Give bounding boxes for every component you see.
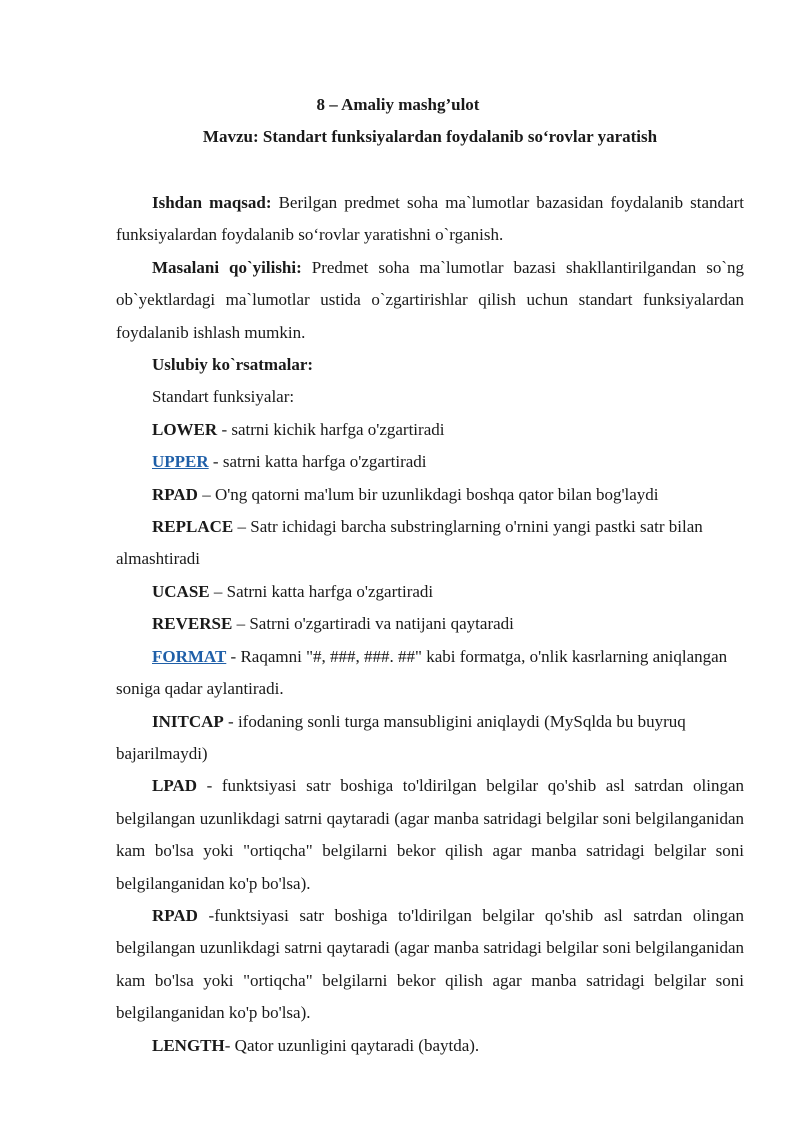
function-desc: - Qator uzunligini qaytaradi (baytda).: [224, 1035, 480, 1055]
function-desc: – O'ng qatorni ma'lum bir uzunlikdagi boshqa qator bilan bog'laydi: [197, 484, 659, 504]
function-replace: [116, 511, 744, 576]
aim-label: Ishdan maqsad:: [152, 193, 272, 212]
function-desc: - funktsiyasi satr boshiga to'ldirilgan belgilar qo'shib asl satrdan olingan belgilangan uzunlikdagi satrni qaytaradi (agar manba satridagi belgilar soni belgilanganidan kam bo'lsa yoki "ortiqcha" belgilarni bekor qilish agar manba satridagi belgilar soni belgilanganidan ko'p bo'lsa).: [116, 776, 744, 893]
task-paragraph: [116, 252, 744, 349]
function-desc: – Satrni o'zgartiradi va natijani qaytaradi: [232, 614, 514, 634]
function-rpad: [116, 479, 744, 511]
function-ucase: [116, 576, 744, 608]
function-initcap: [116, 706, 744, 771]
task-label: Masalani qo`yilishi:: [152, 257, 302, 277]
function-link-upper[interactable]: UPPER: [152, 452, 209, 472]
function-desc: – Satr ichidagi barcha substringlarning o'rnini yangi pastki satr bilan almashtiradi: [116, 517, 703, 569]
function-name: REPLACE: [152, 517, 234, 537]
function-name: UCASE: [152, 581, 210, 601]
function-desc: - satrni katta harfga o'zgartiradi: [208, 452, 427, 472]
function-length: [116, 1030, 744, 1062]
function-name: LENGTH: [152, 1035, 225, 1055]
aim-paragraph: [116, 187, 744, 252]
function-name: REVERSE: [152, 614, 233, 634]
guidelines-heading: Uslubiy ko`rsatmalar:: [152, 355, 314, 375]
function-desc: - satrni kichik harfga o'zgartiradi: [217, 419, 445, 439]
function-upper: [116, 446, 744, 478]
function-reverse: [116, 608, 744, 640]
function-lower: [116, 414, 744, 446]
aim-text: Berilgan predmet soha ma`lumotlar bazasidan foydalanib standart funksiyalardan foydalanib so‘rovlar yaratishni o`rganish.: [116, 193, 744, 245]
function-name: LPAD: [152, 776, 198, 796]
function-lpad: [116, 770, 744, 900]
functions-intro: Standart funksiyalar:: [152, 387, 295, 407]
function-name: INITCAP: [152, 711, 224, 731]
function-link-format[interactable]: FORMAT: [152, 646, 227, 666]
topic-heading: Mavzu: Standart funksiyalardan foydalanib so‘rovlar yaratish: [202, 127, 658, 146]
page-title: 8 – Amaliy mashg’ulot: [316, 95, 480, 114]
function-desc: -funktsiyasi satr boshiga to'ldirilgan belgilar qo'shib asl satrdan olingan belgilangan uzunlikdagi satrni qaytaradi (agar manba satridagi belgilar soni belgilanganidan kam bo'lsa yoki "ortiqcha" belgilarni bekor qilish agar manba satridagi belgilar soni belgilanganidan ko'p bo'lsa).: [116, 905, 744, 1023]
function-format: [116, 641, 744, 706]
function-desc: - ifodaning sonli turga mansubligini aniqlaydi (MySqlda bu buyruq bajarilmaydi): [116, 711, 686, 763]
task-text: Predmet soha ma`lumotlar bazasi shakllantirilgandan so`ng ob`yektlardagi ma`lumotlar ustida o`zgartirishlar qilish uchun standart funksiyalardan foydalanib ishlash mumkin.: [116, 257, 744, 342]
function-name: LOWER: [152, 419, 218, 439]
function-desc: - Raqamni "#, ###, ###. ##" kabi formatga, o'nlik kasrlarning aniqlangan soniga qadar aylantiradi.: [116, 646, 728, 699]
function-desc: – Satrni katta harfga o'zgartiradi: [209, 581, 434, 601]
function-name: RPAD: [152, 484, 198, 504]
function-name: RPAD: [152, 905, 198, 925]
document-body: [116, 187, 744, 1062]
function-rpad-2: [116, 900, 744, 1030]
